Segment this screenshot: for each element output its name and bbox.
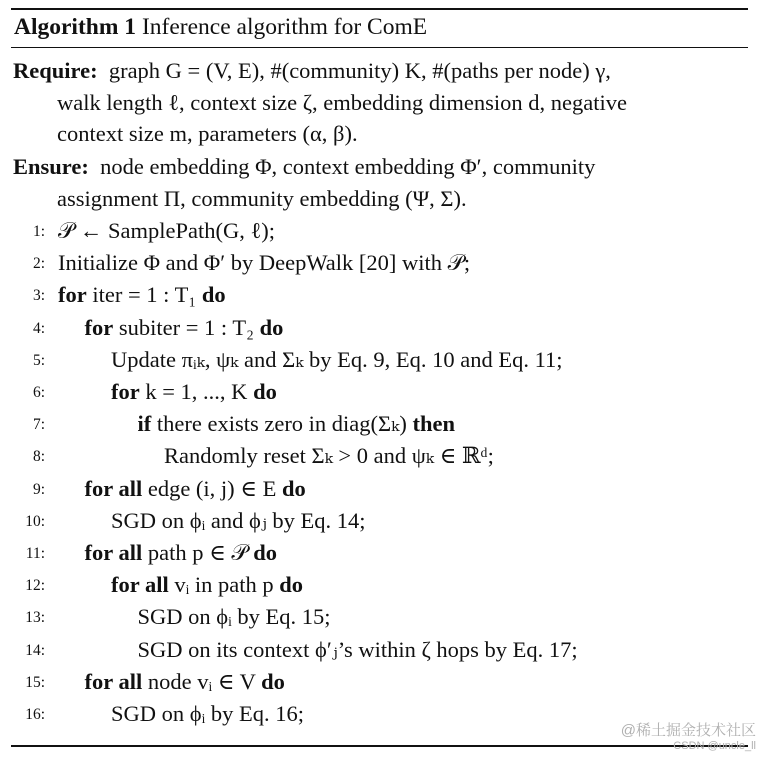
require-line-1: graph G = (V, E), #(community) K, #(paths per node) γ, [108,58,611,83]
watermark-juejin: @稀土掘金技术社区 [620,722,756,739]
algorithm-step [0,408,760,440]
bottom-rule [11,745,748,747]
algorithm-step [0,601,760,633]
algorithm-title-text: Inference algorithm for ComE [141,14,428,40]
step-text: Update πᵢₖ, ψₖ and Σₖ by Eq. 9, Eq. 10 and Eq. 11; [111,346,563,372]
algorithm-step [0,247,760,279]
step-text: for k = 1, ..., K do [111,379,277,404]
step-number: 5: [32,351,45,369]
algorithm-step [0,376,760,408]
require-line-2: walk length ℓ, context size ζ, embedding dimension d, negative [57,89,627,115]
step-number: 15: [25,673,45,691]
algorithm-title [14,12,427,42]
algorithm-step [0,473,760,505]
step-text: SGD on ϕᵢ by Eq. 16; [111,701,305,726]
step-text: for subiter = 1 : T₂ do [84,314,284,340]
ensure-line-1: node embedding Φ, context embedding Φ′, community [100,154,596,179]
step-number: 7: [32,416,45,434]
algorithm-step [0,537,760,569]
algorithm-step [0,634,760,666]
require-keyword: Require: [13,58,98,83]
step-text: for all vᵢ in path p do [111,572,304,598]
step-number: 9: [32,480,45,498]
algorithm-label: Algorithm 1 [14,14,137,40]
step-text: Initialize Φ and Φ′ by DeepWalk [20] with 𝒫; [58,250,471,276]
step-number: 12: [25,577,45,595]
algorithm-step [0,666,760,698]
algorithm-step [0,569,760,601]
require-block [13,55,753,150]
ensure-line-2: assignment Π, community embedding (Ψ, Σ). [57,185,467,211]
step-number: 4: [32,319,45,337]
algorithm-step [0,215,760,247]
title-rule [11,47,748,48]
step-number: 8: [32,448,45,466]
step-number: 3: [32,287,45,305]
top-rule [11,8,748,10]
step-text: if there exists zero in diag(Σₖ) then [137,411,455,437]
algorithm-step [0,440,760,472]
algorithm-step [0,344,760,376]
step-text: Randomly reset Σₖ > 0 and ψₖ ∈ ℝᵈ; [164,443,494,469]
ensure-keyword: Ensure: [13,154,89,179]
step-number: 1: [32,223,45,240]
algorithm-step [0,279,760,311]
algorithm-step [0,312,760,344]
ensure-block [13,151,753,214]
step-text: for iter = 1 : T₁ do [58,282,226,308]
step-number: 10: [25,512,45,530]
step-number: 14: [25,641,45,659]
algorithm-step [0,505,760,537]
step-number: 6: [32,384,45,401]
step-text: 𝒫 ← SamplePath(G, ℓ); [58,218,275,243]
watermark-csdn: CSDN @uncle_ll [673,740,756,752]
step-text: SGD on its context ϕ′ⱼ’s within ζ hops by Eq. 17; [137,636,578,662]
step-text: SGD on ϕᵢ by Eq. 15; [137,604,331,630]
step-number: 11: [25,545,45,562]
step-text: SGD on ϕᵢ and ϕⱼ by Eq. 14; [111,507,366,533]
step-number: 2: [32,255,45,273]
step-text: for all edge (i, j) ∈ E do [84,475,306,501]
step-number: 16: [25,706,45,723]
step-text: for all node vᵢ ∈ V do [84,668,285,694]
step-text: for all path p ∈ 𝒫 do [84,540,277,565]
require-line-3: context size m, parameters (α, β). [57,121,358,146]
step-number: 13: [25,609,45,627]
